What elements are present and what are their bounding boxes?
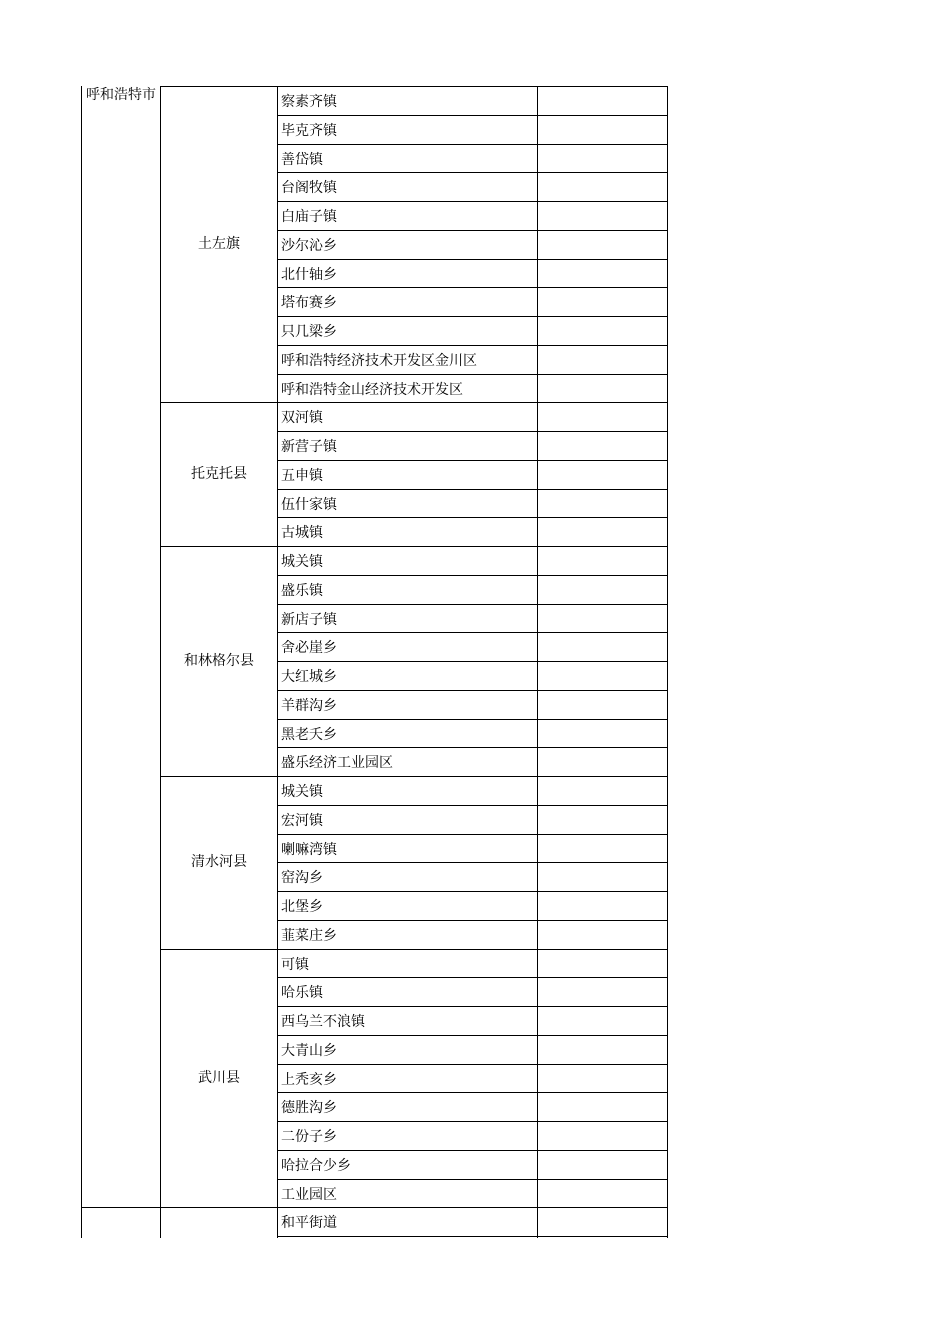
value-cell <box>538 547 666 574</box>
row-border <box>277 805 668 806</box>
row-border <box>277 230 668 231</box>
row-border <box>277 316 668 317</box>
row-border <box>277 719 668 720</box>
row-border <box>277 920 668 921</box>
value-cell <box>538 950 666 977</box>
value-cell <box>538 87 666 114</box>
value-cell <box>538 202 666 229</box>
row-border <box>277 632 668 633</box>
town-right-border <box>537 86 538 1238</box>
value-cell <box>538 317 666 344</box>
city-border <box>81 1207 160 1208</box>
value-cell <box>538 1208 666 1235</box>
value-cell <box>538 1151 666 1178</box>
value-cell <box>538 490 666 517</box>
row-border <box>277 690 668 691</box>
value-cell <box>538 720 666 747</box>
value-cell <box>538 863 666 890</box>
value-cell <box>538 1093 666 1120</box>
town-cell: 台阁牧镇 <box>281 180 337 197</box>
row-border <box>277 776 668 777</box>
row-border <box>277 489 668 490</box>
town-cell: 上秃亥乡 <box>281 1071 337 1088</box>
town-cell: 双河镇 <box>281 410 323 427</box>
town-cell: 北什轴乡 <box>281 266 337 283</box>
town-cell: 塔布赛乡 <box>281 295 337 312</box>
town-cell: 工业园区 <box>281 1186 337 1203</box>
value-cell <box>538 662 666 689</box>
row-border <box>277 1150 668 1151</box>
value-right-border <box>667 86 668 1238</box>
row-border <box>277 1092 668 1093</box>
row-border <box>277 115 668 116</box>
row-border <box>277 402 668 403</box>
row-border <box>277 1006 668 1007</box>
value-cell <box>538 1122 666 1149</box>
town-cell: 可镇 <box>281 956 309 973</box>
value-cell <box>538 633 666 660</box>
row-border <box>277 287 668 288</box>
row-border <box>277 977 668 978</box>
value-cell <box>538 1007 666 1034</box>
county-cell: 清水河县 <box>191 854 247 871</box>
row-border <box>277 1179 668 1180</box>
value-cell <box>538 145 666 172</box>
town-cell: 大青山乡 <box>281 1042 337 1059</box>
town-cell: 哈拉合少乡 <box>281 1157 351 1174</box>
value-cell <box>538 231 666 258</box>
value-cell <box>538 691 666 718</box>
row-border <box>277 834 668 835</box>
town-cell: 韮菜庄乡 <box>281 927 337 944</box>
value-cell <box>538 173 666 200</box>
town-cell: 北堡乡 <box>281 899 323 915</box>
value-cell <box>538 116 666 143</box>
row-border <box>277 891 668 892</box>
row-border <box>277 517 668 518</box>
town-cell: 毕克齐镇 <box>281 122 337 139</box>
town-cell: 察素齐镇 <box>281 94 337 110</box>
county-cell: 托克托县 <box>191 466 247 483</box>
town-cell: 黑老夭乡 <box>281 726 337 743</box>
county-cell: 武川县 <box>198 1069 240 1086</box>
town-cell: 大红城乡 <box>281 669 337 685</box>
town-cell: 呼和浩特经济技术开发区金川区 <box>281 352 477 369</box>
city-left-border <box>81 86 82 1238</box>
value-cell <box>538 375 666 402</box>
town-cell: 德胜沟乡 <box>281 1100 337 1117</box>
town-cell: 舍必崖乡 <box>281 640 337 657</box>
row-border <box>277 86 668 87</box>
town-left-border <box>277 86 278 1238</box>
row-border <box>277 661 668 662</box>
town-cell: 哈乐镇 <box>281 985 323 1002</box>
row-border <box>277 1121 668 1122</box>
value-cell <box>538 921 666 948</box>
row-border <box>277 201 668 202</box>
value-cell <box>538 835 666 862</box>
value-cell <box>538 576 666 603</box>
row-border <box>277 1035 668 1036</box>
row-border <box>277 604 668 605</box>
town-cell: 新店子镇 <box>281 611 337 628</box>
town-cell: 新营子镇 <box>281 439 337 455</box>
value-cell <box>538 605 666 632</box>
row-border <box>277 374 668 375</box>
town-cell: 城关镇 <box>281 784 323 800</box>
town-cell: 白庙子镇 <box>281 209 337 225</box>
town-cell: 宏河镇 <box>281 812 323 829</box>
value-cell <box>538 461 666 488</box>
row-border <box>277 1236 668 1237</box>
value-cell <box>538 777 666 804</box>
row-border <box>277 1207 668 1208</box>
row-border <box>277 949 668 950</box>
town-cell: 只几梁乡 <box>281 324 337 340</box>
town-cell: 二份子乡 <box>281 1129 337 1145</box>
town-cell: 善岱镇 <box>281 151 323 168</box>
value-cell <box>538 748 666 775</box>
county-cell: 和林格尔县 <box>184 653 254 669</box>
value-cell <box>538 518 666 545</box>
town-cell: 城关镇 <box>281 554 323 570</box>
value-cell <box>538 1180 666 1207</box>
county-left-border <box>160 86 161 1238</box>
row-border <box>277 862 668 863</box>
county-cell: 土左旗 <box>198 236 240 253</box>
row-border <box>277 431 668 432</box>
town-cell: 古城镇 <box>281 525 323 542</box>
value-cell <box>538 432 666 459</box>
town-cell: 盛乐镇 <box>281 582 323 599</box>
row-border <box>277 546 668 547</box>
town-cell: 五申镇 <box>281 467 323 484</box>
row-border <box>277 345 668 346</box>
value-cell <box>538 1036 666 1063</box>
town-cell: 沙尔沁乡 <box>281 237 337 254</box>
town-cell: 盛乐经济工业园区 <box>281 755 393 772</box>
value-cell <box>538 346 666 373</box>
row-border <box>277 259 668 260</box>
town-cell: 和平街道 <box>281 1215 337 1232</box>
town-cell: 羊群沟乡 <box>281 697 337 714</box>
town-cell: 伍什家镇 <box>281 496 337 513</box>
value-cell <box>538 1065 666 1092</box>
row-border <box>277 575 668 576</box>
row-border <box>277 172 668 173</box>
town-cell: 窑沟乡 <box>281 870 323 887</box>
town-cell: 呼和浩特金山经济技术开发区 <box>281 381 463 398</box>
value-cell <box>538 978 666 1005</box>
row-border <box>277 1064 668 1065</box>
town-cell: 喇嘛湾镇 <box>281 841 337 858</box>
row-border <box>277 747 668 748</box>
city-cell: 呼和浩特市 <box>86 87 156 103</box>
row-border <box>277 144 668 145</box>
town-cell: 西乌兰不浪镇 <box>281 1014 365 1030</box>
value-cell <box>538 806 666 833</box>
value-cell <box>538 288 666 315</box>
value-cell <box>538 260 666 287</box>
row-border <box>277 460 668 461</box>
value-cell <box>538 403 666 430</box>
value-cell <box>538 892 666 919</box>
